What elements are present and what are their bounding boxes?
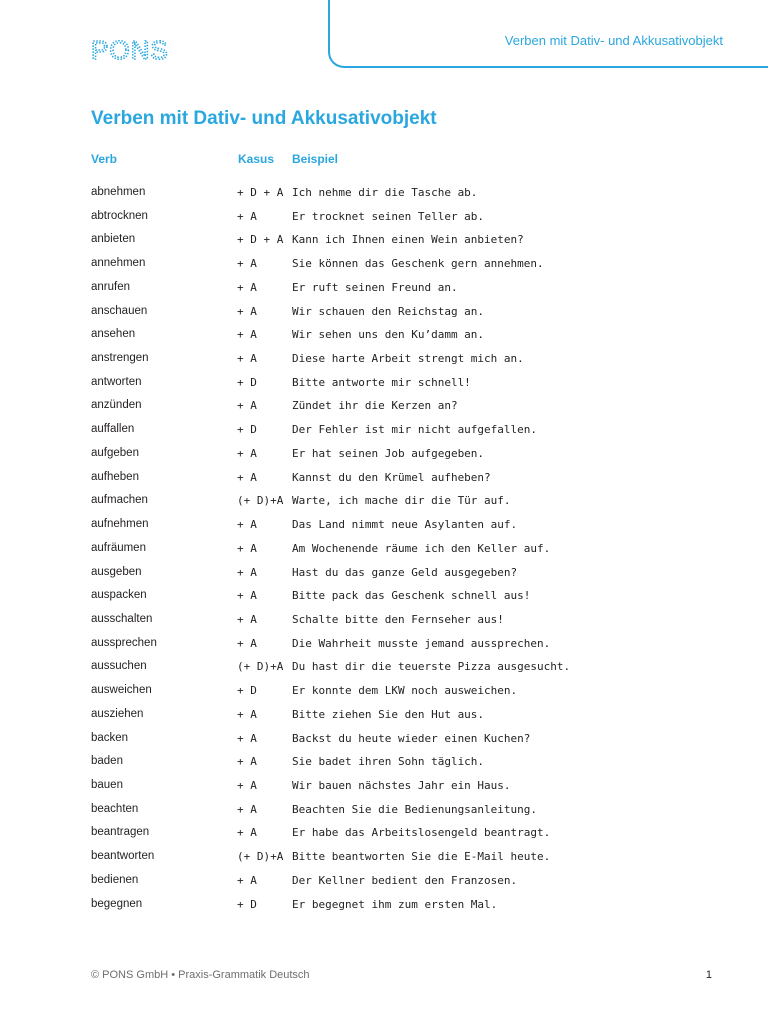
column-header-verb: Verb: [91, 152, 118, 166]
kasus-cell: + D: [237, 423, 257, 437]
beispiel-cell: Er ruft seinen Freund an.: [292, 280, 458, 294]
beispiel-cell: Du hast dir die teuerste Pizza ausgesucht.: [292, 660, 571, 674]
kasus-cell: (+ D)+A: [237, 850, 284, 864]
verb-cell: antworten: [91, 375, 142, 388]
beispiel-cell: Wir bauen nächstes Jahr ein Haus.: [292, 778, 511, 792]
kasus-cell: + A: [237, 873, 257, 887]
beispiel-cell: Er habe das Arbeitslosengeld beantragt.: [292, 826, 551, 840]
beispiel-cell: Kannst du den Krümel aufheben?: [292, 470, 491, 484]
beispiel-cell: Das Land nimmt neue Asylanten auf.: [292, 518, 518, 532]
beispiel-cell: Der Kellner bedient den Franzosen.: [292, 873, 518, 887]
beispiel-cell: Zündet ihr die Kerzen an?: [292, 399, 458, 413]
kasus-cell: + D: [237, 375, 257, 389]
beispiel-cell: Er begegnet ihm zum ersten Mal.: [292, 897, 498, 911]
table-row: [0, 372, 768, 396]
verb-cell: ansehen: [91, 328, 136, 341]
table-row: [0, 633, 768, 657]
verb-cell: aufheben: [91, 470, 139, 483]
table-row: [0, 229, 768, 253]
table-row: [0, 822, 768, 846]
column-header-beispiel: Beispiel: [292, 152, 339, 166]
kasus-cell: + A: [237, 541, 257, 555]
beispiel-cell: Bitte antworte mir schnell!: [292, 375, 471, 389]
table-row: [0, 585, 768, 609]
table-row: [0, 514, 768, 538]
table-row: [0, 656, 768, 680]
verb-cell: abnehmen: [91, 186, 146, 198]
page-number: 1: [705, 969, 712, 981]
verb-cell: baden: [91, 755, 123, 768]
kasus-cell: + A: [237, 731, 257, 745]
page-title: Verben mit Dativ- und Akkusativobjekt: [91, 108, 437, 129]
beispiel-cell: Der Fehler ist mir nicht aufgefallen.: [292, 423, 538, 437]
column-header-kasus: Kasus: [238, 152, 275, 166]
verb-table: [0, 182, 768, 917]
beispiel-cell: Sie badet ihren Sohn täglich.: [292, 755, 485, 769]
verb-cell: aufmachen: [91, 494, 148, 507]
verb-cell: anstrengen: [91, 352, 149, 365]
verb-cell: bauen: [91, 778, 123, 791]
table-row: [0, 538, 768, 562]
kasus-cell: (+ D)+A: [237, 494, 284, 508]
beispiel-cell: Hast du das ganze Geld ausgegeben?: [292, 565, 518, 579]
table-row: [0, 728, 768, 752]
kasus-cell: + D: [237, 897, 257, 911]
beispiel-cell: Er trocknet seinen Teller ab.: [292, 209, 485, 223]
kasus-cell: + D + A: [237, 233, 284, 247]
verb-cell: annehmen: [91, 257, 146, 270]
table-row: [0, 680, 768, 704]
beispiel-cell: Die Wahrheit musste jemand aussprechen.: [292, 636, 551, 650]
beispiel-cell: Wir schauen den Reichstag an.: [292, 304, 485, 318]
table-row: [0, 490, 768, 514]
kasus-cell: + A: [237, 352, 257, 366]
kasus-cell: + D + A: [237, 186, 284, 199]
kasus-cell: (+ D)+A: [237, 660, 284, 674]
header-tab: [328, 0, 768, 68]
table-row: [0, 277, 768, 301]
table-row: [0, 443, 768, 467]
verb-cell: auspacken: [91, 589, 147, 602]
kasus-cell: + A: [237, 280, 257, 294]
footer-copyright: © PONS GmbH • Praxis-Grammatik Deutsch: [91, 969, 310, 981]
table-row: [0, 467, 768, 491]
kasus-cell: + A: [237, 446, 257, 460]
beispiel-cell: Ich nehme dir die Tasche ab.: [292, 186, 478, 199]
kasus-cell: + A: [237, 826, 257, 840]
kasus-cell: + A: [237, 209, 257, 223]
beispiel-cell: Warte, ich mache dir die Tür auf.: [292, 494, 511, 508]
beispiel-cell: Kann ich Ihnen einen Wein anbieten?: [292, 233, 524, 247]
verb-cell: ausgeben: [91, 565, 142, 578]
kasus-cell: + A: [237, 612, 257, 626]
verb-cell: aufgeben: [91, 446, 139, 459]
table-row: [0, 348, 768, 372]
verb-cell: beachten: [91, 802, 139, 815]
verb-cell: begegnen: [91, 897, 143, 910]
table-row: [0, 775, 768, 799]
kasus-cell: + A: [237, 755, 257, 769]
table-row: [0, 253, 768, 277]
beispiel-cell: Backst du heute wieder einen Kuchen?: [292, 731, 531, 745]
kasus-cell: + A: [237, 802, 257, 816]
table-row: [0, 704, 768, 728]
kasus-cell: + A: [237, 328, 257, 342]
verb-cell: abtrocknen: [91, 209, 148, 222]
beispiel-cell: Am Wochenende räume ich den Keller auf.: [292, 541, 551, 555]
kasus-cell: + A: [237, 470, 257, 484]
beispiel-cell: Wir sehen uns den Ku’damm an.: [292, 328, 485, 342]
kasus-cell: + A: [237, 518, 257, 532]
verb-cell: aussuchen: [91, 660, 147, 673]
table-row: [0, 206, 768, 230]
pons-logo: [91, 38, 173, 64]
verb-cell: aussprechen: [91, 636, 157, 649]
table-row: [0, 395, 768, 419]
table-row: [0, 799, 768, 823]
kasus-cell: + D: [237, 684, 257, 698]
table-row: [0, 182, 768, 206]
beispiel-cell: Diese harte Arbeit strengt mich an.: [292, 352, 524, 366]
pons-logo-wordmark: PONS: [91, 38, 169, 64]
verb-cell: auffallen: [91, 423, 135, 436]
table-row: [0, 870, 768, 894]
verb-cell: anschauen: [91, 304, 148, 317]
kasus-cell: + A: [237, 257, 257, 271]
verb-cell: bedienen: [91, 873, 139, 886]
kasus-cell: + A: [237, 589, 257, 603]
beispiel-cell: Schalte bitte den Fernseher aus!: [292, 612, 504, 626]
verb-cell: aufräumen: [91, 541, 146, 554]
beispiel-cell: Sie können das Geschenk gern annehmen.: [292, 257, 544, 271]
table-row: [0, 751, 768, 775]
beispiel-cell: Er hat seinen Job aufgegeben.: [292, 446, 485, 460]
kasus-cell: + A: [237, 707, 257, 721]
verb-cell: ausschalten: [91, 612, 153, 625]
verb-cell: anbieten: [91, 233, 136, 246]
verb-cell: anrufen: [91, 280, 131, 293]
kasus-cell: + A: [237, 304, 257, 318]
kasus-cell: + A: [237, 636, 257, 650]
kasus-cell: + A: [237, 778, 257, 792]
verb-cell: aufnehmen: [91, 518, 149, 531]
beispiel-cell: Er konnte dem LKW noch ausweichen.: [292, 684, 518, 698]
table-row: [0, 894, 768, 918]
verb-cell: beantragen: [91, 826, 150, 839]
verb-cell: ausziehen: [91, 707, 144, 720]
beispiel-cell: Bitte pack das Geschenk schnell aus!: [292, 589, 531, 603]
table-row: [0, 609, 768, 633]
table-row: [0, 324, 768, 348]
verb-cell: backen: [91, 731, 129, 744]
table-row: [0, 562, 768, 586]
beispiel-cell: Bitte ziehen Sie den Hut aus.: [292, 707, 485, 721]
beispiel-cell: Bitte beantworten Sie die E-Mail heute.: [292, 850, 551, 864]
table-row: [0, 846, 768, 870]
beispiel-cell: Beachten Sie die Bedienungsanleitung.: [292, 802, 538, 816]
table-row: [0, 301, 768, 325]
verb-cell: beantworten: [91, 850, 155, 863]
verb-cell: anzünden: [91, 399, 142, 412]
verb-cell: ausweichen: [91, 684, 152, 697]
header-title: Verben mit Dativ- und Akkusativobjekt: [504, 33, 723, 48]
table-row: [0, 419, 768, 443]
kasus-cell: + A: [237, 565, 257, 579]
kasus-cell: + A: [237, 399, 257, 413]
